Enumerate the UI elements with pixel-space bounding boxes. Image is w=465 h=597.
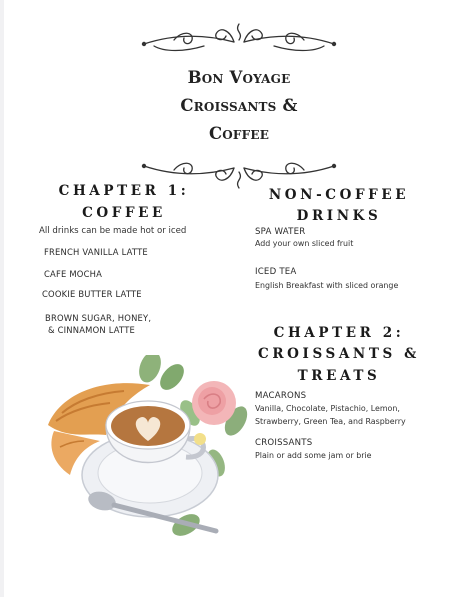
coffee-item-2: CAFE MOCHA xyxy=(44,269,103,279)
macarons-desc-line-2: Strawberry, Green Tea, and Raspberry xyxy=(255,417,406,426)
chapter1-note: All drinks can be made hot or iced xyxy=(39,226,187,236)
macarons-label: MACARONS xyxy=(255,391,307,401)
coffee-item-4-line-2: & CINNAMON LATTE xyxy=(48,325,136,335)
chapter2-heading-line-3: TREATS xyxy=(297,368,381,384)
croissants-label: CROISSANTS xyxy=(255,438,313,448)
croissants-desc: Plain or add some jam or brie xyxy=(255,451,372,460)
menu-title-line-3: Coffee xyxy=(208,124,270,143)
non-coffee-heading-line-1: NON-COFFEE xyxy=(268,187,410,203)
menu-page xyxy=(4,0,465,597)
chapter2-heading-line-1: CHAPTER 2: xyxy=(273,325,405,341)
chapter2-heading-line-2: CROISSANTS & xyxy=(258,346,420,362)
iced-tea-desc: English Breakfast with sliced orange xyxy=(255,281,399,290)
coffee-item-4-line-1: BROWN SUGAR, HONEY, xyxy=(45,313,152,323)
spa-water-desc: Add your own sliced fruit xyxy=(255,239,354,248)
macarons-desc-line-1: Vanilla, Chocolate, Pistachio, Lemon, xyxy=(255,404,400,413)
iced-tea-label: ICED TEA xyxy=(255,267,297,277)
coffee-item-3: COOKIE BUTTER LATTE xyxy=(42,289,142,299)
coffee-item-1: FRENCH VANILLA LATTE xyxy=(44,247,148,257)
ornamental-flourish-top xyxy=(134,20,344,60)
spa-water-label: SPA WATER xyxy=(255,227,306,237)
non-coffee-heading-line-2: DRINKS xyxy=(296,208,382,224)
chapter1-heading-line-1: CHAPTER 1: xyxy=(58,183,190,199)
menu-title-line-2: Croissants & xyxy=(180,96,298,115)
menu-title-line-1: Bon Voyage xyxy=(187,68,291,87)
coffee-croissant-illustration xyxy=(40,355,260,545)
chapter1-heading-line-2: COFFEE xyxy=(82,205,166,221)
